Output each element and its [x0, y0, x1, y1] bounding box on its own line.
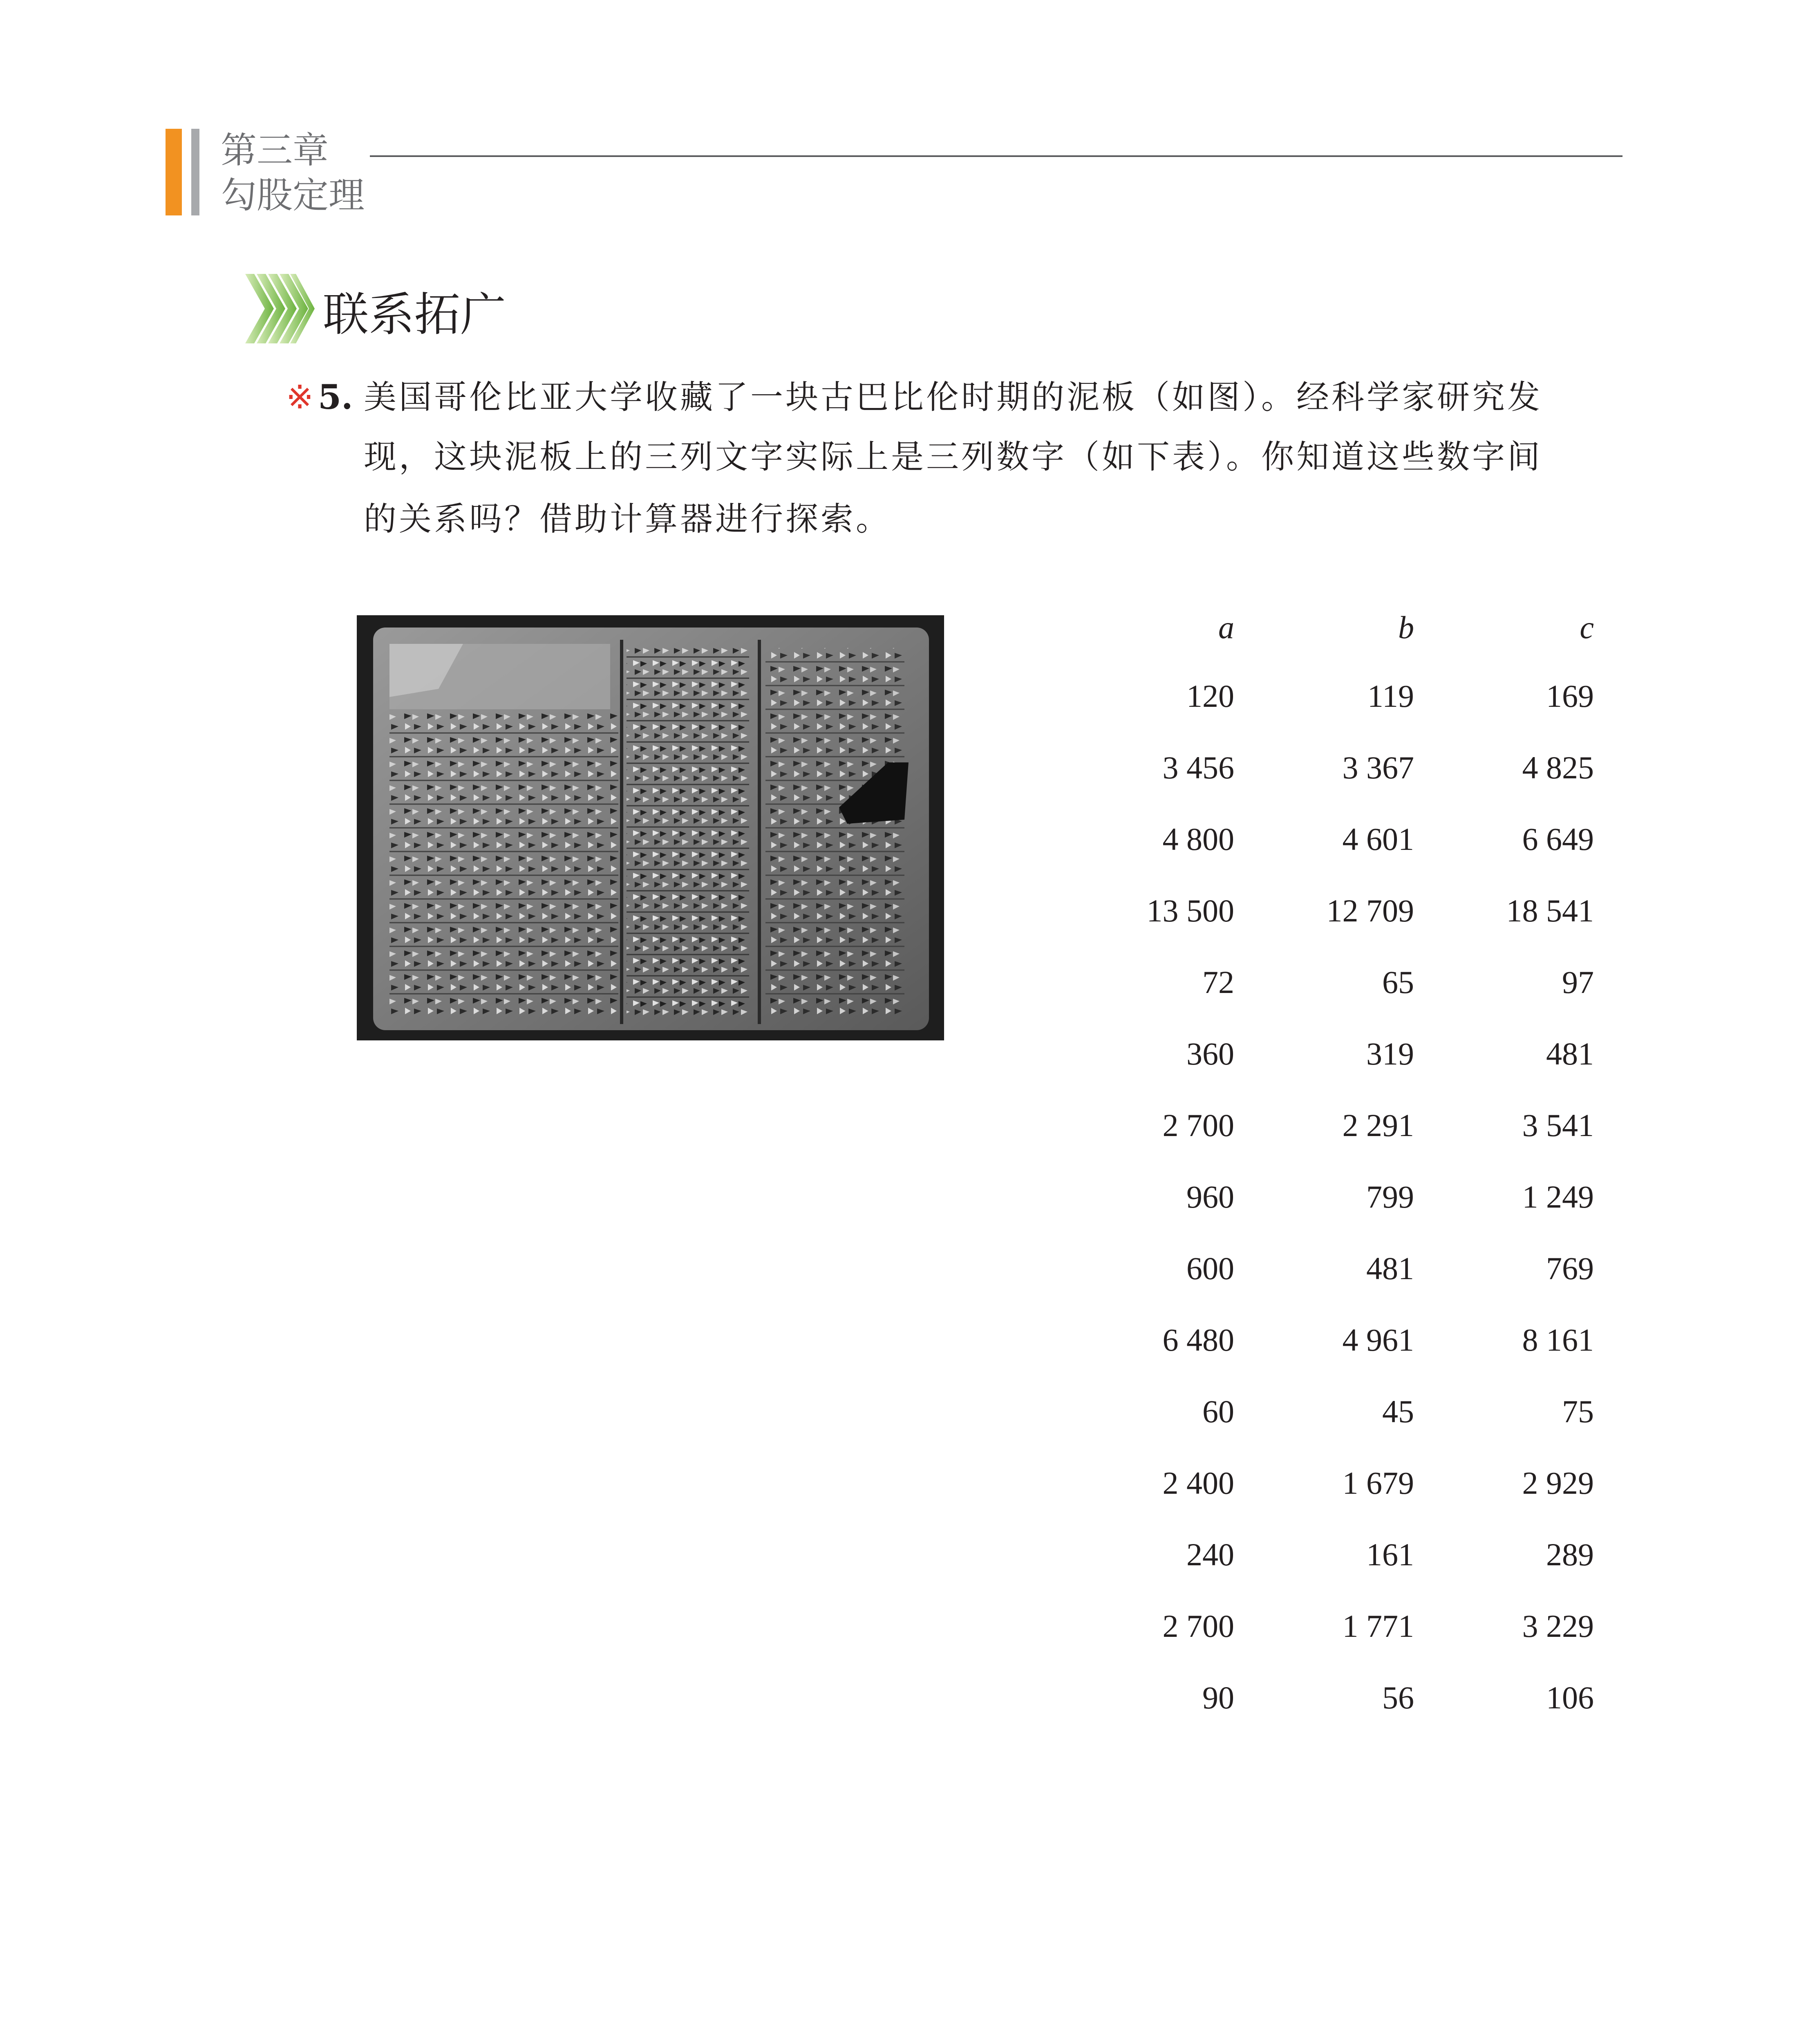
table-cell: 2 700 — [1162, 1608, 1234, 1644]
section-title: 联系拓广 — [323, 288, 506, 341]
table-row — [1095, 1519, 1594, 1590]
table-cell: 769 — [1546, 1250, 1594, 1286]
problem-text-line: 的关系吗？借助计算器进行探索。 — [364, 500, 891, 538]
table-cell: 161 — [1366, 1536, 1414, 1572]
table-cell: 240 — [1186, 1536, 1234, 1572]
table-cell: 481 — [1366, 1250, 1414, 1286]
table-row — [1095, 1590, 1594, 1662]
table-row — [1095, 1304, 1594, 1376]
table-cell: 3 367 — [1342, 749, 1414, 785]
table-cell: 6 480 — [1162, 1322, 1234, 1358]
table-cell: 97 — [1562, 964, 1594, 1000]
chapter-gray-bar — [191, 129, 199, 215]
table-cell: 13 500 — [1146, 892, 1234, 928]
table-cell: 960 — [1186, 1179, 1234, 1215]
table-header-row — [1095, 595, 1594, 660]
table-cell: 289 — [1546, 1536, 1594, 1572]
table-cell: 360 — [1186, 1035, 1234, 1071]
table-row — [1095, 732, 1594, 803]
table-cell: 4 800 — [1162, 821, 1234, 857]
table-cell: 119 — [1367, 678, 1414, 714]
table-cell: 18 541 — [1506, 892, 1594, 928]
table-cell: 600 — [1186, 1250, 1234, 1286]
table-cell: 12 709 — [1326, 892, 1414, 928]
table-cell: 799 — [1366, 1179, 1414, 1215]
table-row — [1095, 1089, 1594, 1161]
table-cell: 106 — [1546, 1679, 1594, 1715]
green-chevrons-icon — [245, 266, 315, 352]
table-cell: 65 — [1382, 964, 1414, 1000]
table-cell: 2 400 — [1162, 1465, 1234, 1501]
table-cell: 3 229 — [1522, 1608, 1594, 1644]
table-cell: 1 249 — [1522, 1179, 1594, 1215]
table-cell: 481 — [1546, 1035, 1594, 1071]
table-row — [1095, 1376, 1594, 1447]
table-cell: 60 — [1202, 1393, 1234, 1429]
table-cell: 6 649 — [1522, 821, 1594, 857]
table-cell: 4 601 — [1342, 821, 1414, 857]
problem-text-line: 现，这块泥板上的三列文字实际上是三列数字（如下表）。你知道这些数字间 — [364, 438, 1542, 476]
table-row — [1095, 946, 1594, 1018]
table-row — [1095, 1662, 1594, 1733]
table-cell: 75 — [1562, 1393, 1594, 1429]
table-cell: 3 456 — [1162, 749, 1234, 785]
optional-problem-mark: ※ — [286, 378, 314, 416]
table-cell: 56 — [1382, 1679, 1414, 1715]
table-cell: 90 — [1202, 1679, 1234, 1715]
table-row — [1095, 660, 1594, 732]
column-header-b: b — [1398, 610, 1414, 645]
table-row — [1095, 803, 1594, 875]
chapter-label: 第三章 — [221, 129, 329, 171]
table-cell: 4 825 — [1522, 749, 1594, 785]
table-cell: 3 541 — [1522, 1107, 1594, 1143]
column-header-c: c — [1580, 610, 1594, 645]
table-cell: 2 700 — [1162, 1107, 1234, 1143]
table-row — [1095, 1447, 1594, 1519]
table-row — [1095, 1018, 1594, 1089]
number-table — [1095, 595, 1594, 1733]
problem-text-line: 美国哥伦比亚大学收藏了一块古巴比伦时期的泥板（如图）。经科学家研究发 — [364, 378, 1542, 416]
chapter-accent-bar — [166, 129, 182, 215]
column-header-a: a — [1218, 610, 1234, 645]
table-cell: 120 — [1186, 678, 1234, 714]
table-cell: 1 679 — [1342, 1465, 1414, 1501]
header-rule — [370, 155, 1623, 157]
clay-tablet-photo — [357, 615, 944, 1040]
table-row — [1095, 875, 1594, 946]
table-cell: 319 — [1366, 1035, 1414, 1071]
problem-number: 5. — [318, 378, 353, 417]
table-cell: 45 — [1382, 1393, 1414, 1429]
table-row — [1095, 1233, 1594, 1304]
table-row — [1095, 1161, 1594, 1233]
table-cell: 72 — [1202, 964, 1234, 1000]
table-cell: 4 961 — [1342, 1322, 1414, 1358]
table-cell: 2 291 — [1342, 1107, 1414, 1143]
chapter-title: 勾股定理 — [221, 174, 365, 216]
table-cell: 1 771 — [1342, 1608, 1414, 1644]
table-cell: 8 161 — [1522, 1322, 1594, 1358]
table-cell: 169 — [1546, 678, 1594, 714]
table-cell: 2 929 — [1522, 1465, 1594, 1501]
